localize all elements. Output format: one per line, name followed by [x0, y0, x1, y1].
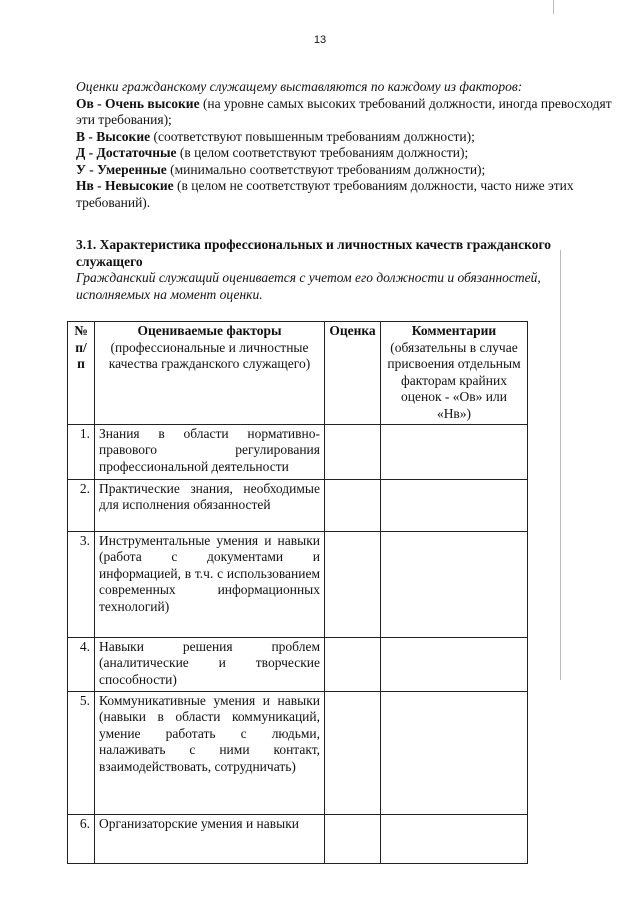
table-row [68, 691, 528, 814]
row-comment-cell[interactable] [381, 637, 528, 691]
row-grade-cell[interactable] [325, 424, 381, 479]
header-factors-subtitle: (профессиональные и личностные качества гражданского служащего) [108, 339, 311, 372]
row-number: 4. [68, 637, 95, 691]
rating-v [76, 129, 614, 146]
row-number: 3. [68, 531, 95, 637]
row-grade-cell[interactable] [325, 691, 381, 814]
rating-legend [76, 79, 614, 211]
row-factor: Навыки решения проблем (аналитические и творческие способности) [95, 637, 325, 691]
rating-code: Д - Достаточные [76, 145, 177, 160]
header-grade-label: Оценка [329, 323, 376, 338]
row-comment-cell[interactable] [381, 424, 528, 479]
row-factor: Инструментальные умения и навыки (работа с документами и информацией, в т.ч. с использованием современных информационных технологий) [95, 531, 325, 637]
table-row [68, 814, 528, 863]
section-note: Гражданский служащий оценивается с учетом его должности и обязанностей, исполняемых на момент оценки. [76, 270, 541, 302]
row-comment-cell[interactable] [381, 531, 528, 637]
table-row [68, 531, 528, 637]
scan-artifact-line [560, 250, 561, 680]
header-comments-subtitle: (обязательны в случае присвоения отдельным факторам крайних оценок - «Ов» или «Нв») [387, 339, 521, 421]
rating-desc: (в целом соответствуют требованиям должности); [176, 145, 469, 160]
rating-code: В - Высокие [76, 128, 151, 144]
row-comment-cell[interactable] [381, 479, 528, 531]
rating-u [76, 162, 614, 179]
header-factors-title: Оцениваемые факторы [137, 323, 282, 338]
rating-ov [76, 96, 614, 129]
row-factor: Знания в области нормативно-правового регулирования профессиональной деятельности [95, 424, 325, 479]
row-number: 5. [68, 691, 95, 814]
rating-code: Ов - Очень высокие [76, 95, 200, 111]
row-grade-cell[interactable] [325, 479, 381, 531]
rating-desc: (в целом не соответствуют требованиям должности, часто ниже этих требований). [76, 178, 574, 210]
rating-desc: (на уровне самых высоких требований должности, иногда превосходят эти требования); [76, 95, 612, 127]
row-grade-cell[interactable] [325, 531, 381, 637]
header-num-label: № п/п [74, 323, 88, 372]
row-grade-cell[interactable] [325, 814, 381, 863]
header-comments-title: Комментарии [411, 323, 497, 338]
section-title: 3.1. Характеристика профессиональных и личностных качеств гражданского служащего [76, 237, 551, 269]
header-grade [325, 322, 381, 425]
row-number: 1. [68, 424, 95, 479]
rating-code: Нв - Невысокие [76, 178, 174, 193]
evaluation-table [67, 321, 528, 864]
row-number: 2. [68, 479, 95, 531]
header-num [68, 322, 95, 425]
section-3-1 [76, 237, 614, 303]
row-grade-cell[interactable] [325, 637, 381, 691]
table-row [68, 637, 528, 691]
row-comment-cell[interactable] [381, 814, 528, 863]
table-header-row [68, 322, 528, 425]
row-factor: Практические знания, необходимые для исполнения обязанностей [95, 479, 325, 531]
row-factor: Коммуникативные умения и навыки (навыки в области коммуникаций, умение работать с людьми, налаживать с ними контакт, взаимодействовать, сотрудничать) [95, 691, 325, 814]
table-row [68, 424, 528, 479]
rating-desc: (минимально соответствуют требованиям должности); [166, 161, 486, 177]
page-number: 13 [313, 34, 327, 46]
header-comments [381, 322, 528, 425]
rating-d [76, 145, 614, 162]
table-row [68, 479, 528, 531]
rating-code: У - Умеренные [76, 161, 167, 177]
row-comment-cell[interactable] [381, 691, 528, 814]
rating-nv [76, 178, 614, 211]
row-factor: Организаторские умения и навыки [95, 814, 325, 863]
scan-artifact-line [553, 0, 554, 14]
header-factors [95, 322, 325, 425]
row-number: 6. [68, 814, 95, 863]
rating-legend-lead: Оценки гражданскому служащему выставляются по каждому из факторов: [76, 79, 523, 94]
rating-desc: (соответствуют повышенным требованиям должности); [150, 128, 475, 144]
